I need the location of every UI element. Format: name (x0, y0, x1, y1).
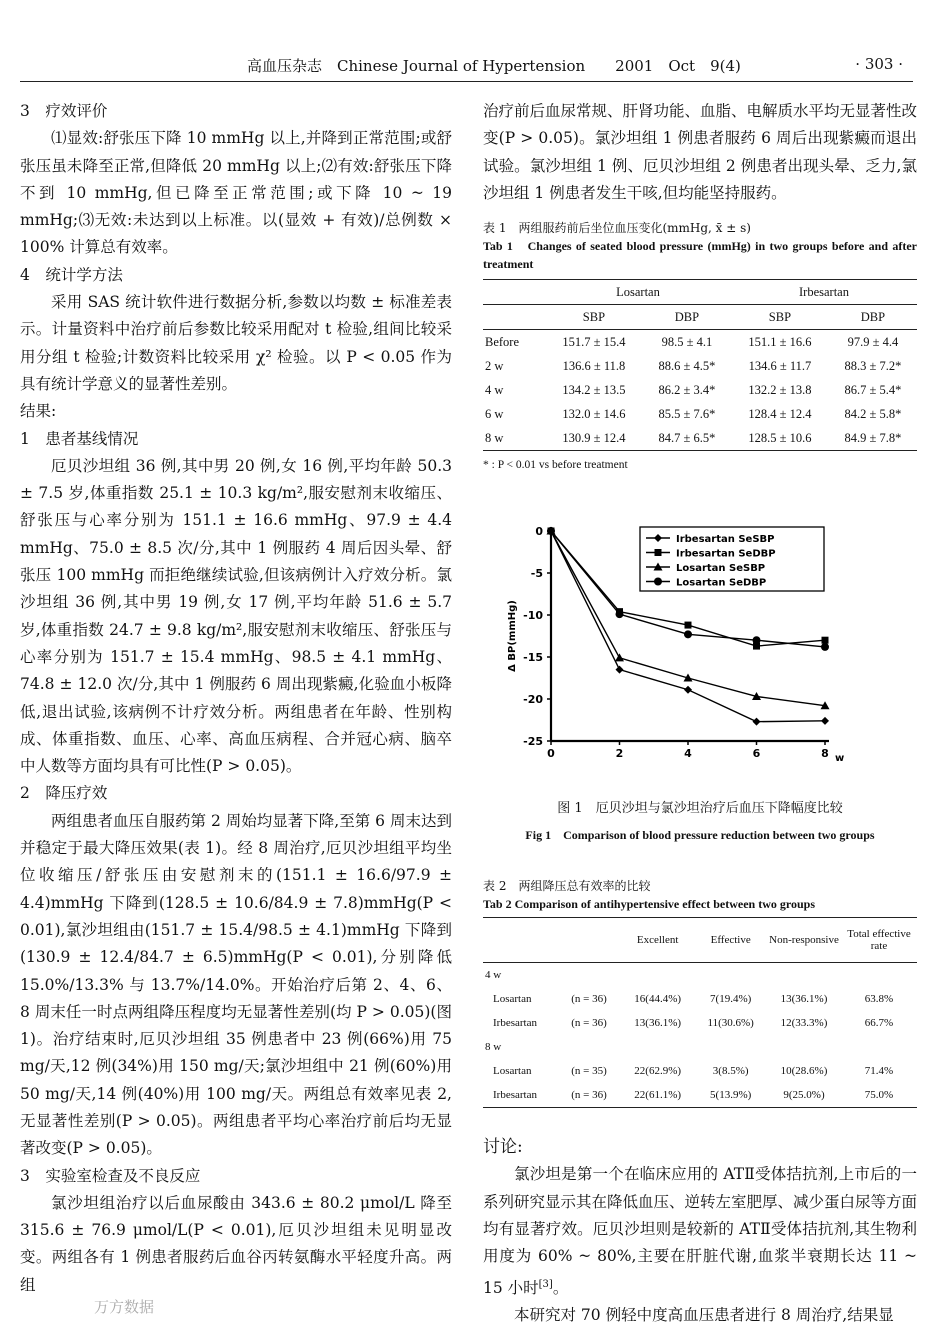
table-cell: 84.7 ± 6.5* (658, 430, 716, 445)
legend-label: Losartan SeSBP (676, 563, 766, 575)
discussion-text-end: 。 (552, 1278, 569, 1297)
table-cell: 97.9 ± 4.4 (847, 334, 899, 349)
data-point-losartan-sedbp (753, 636, 761, 644)
section-lab-title: 3 实验室检查及不良反应 (20, 1166, 201, 1185)
table-cell: 134.6 ± 11.7 (748, 358, 812, 373)
discussion-reference: [3] (538, 1278, 553, 1290)
data-point-losartan-sedbp (547, 527, 555, 535)
data-point-irbesartan-sesbp (753, 718, 761, 726)
table2-col-excellent: Excellent (621, 918, 694, 963)
table-cell: 9(25.0%) (783, 1089, 825, 1102)
x-tick-label: 0 (547, 747, 555, 761)
table-cell: 16(44.4%) (634, 993, 682, 1006)
table2-col-nonresponsive: Non-responsive (767, 918, 841, 963)
legend-label: Losartan SeDBP (676, 577, 767, 589)
table2-caption: 表 2 两组降压总有效率的比较 (483, 879, 651, 894)
data-point-irbesartan-sesbp (821, 717, 829, 725)
page-number: · 303 · (855, 55, 903, 73)
table1-col-sbp: SBP (545, 305, 643, 330)
section-bp-effect-title: 2 降压疗效 (20, 784, 108, 803)
table-row (483, 330, 917, 355)
section-statistics-title: 4 统计学方法 (20, 265, 123, 284)
table-cell: 98.5 ± 4.1 (661, 334, 713, 349)
table-cell: 132.0 ± 14.6 (562, 406, 626, 421)
table-cell: 71.4% (864, 1065, 894, 1078)
table2-caption-block (483, 877, 917, 913)
table-row (483, 378, 917, 402)
table-cell: 7(19.4%) (710, 993, 752, 1006)
table-cell: 4 w (485, 382, 504, 397)
y-tick-label: 0 (535, 525, 543, 539)
table-row (483, 426, 917, 451)
table-cell: (n = 36) (571, 1017, 607, 1030)
data-point-irbesartan-sedbp (685, 622, 692, 629)
table-row (483, 354, 917, 378)
table-row (483, 987, 917, 1011)
section-baseline-title: 1 患者基线情况 (20, 429, 139, 448)
table-cell: Irbesartan (493, 1017, 537, 1030)
data-point-irbesartan-sesbp (684, 686, 692, 694)
table1-col-dbp: DBP (643, 305, 731, 330)
legend-marker (654, 578, 662, 586)
x-tick-label: 4 (684, 747, 692, 761)
table-cell: (n = 36) (571, 1089, 607, 1102)
discussion-heading: 讨论: (483, 1137, 523, 1158)
table-cell: 134.2 ± 13.5 (562, 382, 626, 397)
watermark: 万方数据 (94, 1298, 155, 1316)
data-point-losartan-sedbp (616, 610, 624, 618)
x-tick-label: 8 (821, 747, 829, 761)
table1-col-dbp: DBP (829, 305, 917, 330)
table-cell: 151.7 ± 15.4 (562, 334, 626, 349)
table-cell: 13(36.1%) (634, 1017, 682, 1030)
table-row (483, 1083, 917, 1108)
table-cell: 3(8.5%) (712, 1065, 749, 1078)
x-axis-label: w (835, 753, 845, 765)
table-cell: Losartan (493, 1065, 532, 1078)
legend-label: Irbesartan SeSBP (676, 534, 775, 546)
figure1-chart (483, 523, 917, 783)
data-point-irbesartan-sedbp (822, 637, 829, 644)
table1-caption-en: Tab 1 Changes of seated blood pressure (mmHg) in two groups before and after treatment (483, 239, 917, 272)
figure1-caption-en: Fig 1 Comparison of blood pressure reduction between two groups (525, 828, 875, 843)
table-cell: 86.2 ± 3.4* (658, 382, 716, 397)
table1-col-sbp: SBP (731, 305, 829, 330)
table1 (483, 279, 917, 451)
table2-col-total: Total effective rate (841, 918, 917, 963)
table2-section-8w: 8 w (485, 1041, 502, 1054)
y-tick-label: -25 (523, 735, 543, 749)
discussion-text-2: 本研究对 70 例轻中度高血压患者进行 8 周治疗,结果显 (514, 1306, 894, 1325)
discussion-text (483, 1161, 917, 1302)
figure1-svg (483, 523, 917, 783)
table-cell: 88.3 ± 7.2* (844, 358, 902, 373)
table1-group-irbesartan: Irbesartan (731, 280, 917, 305)
table1-caption-block (483, 219, 917, 273)
table-cell: Before (485, 334, 520, 349)
table-cell: 85.5 ± 7.6* (658, 406, 716, 421)
table2-col-effective: Effective (694, 918, 767, 963)
y-tick-label: -5 (530, 567, 543, 581)
efficacy-criteria-text: ⑴显效:舒张压下降 10 mmHg 以上,并降到正常范围;或舒张压虽未降至正常,但降低 20 mmHg 以上;⑵有效:舒张压下降不到 10 mmHg,但已降至正常范围;或下降 10 ~ 19 mmHg;⑶无效:未达到以上标准。以(显效 + 有效)/总例数 × 100% 计算总有效率。 (20, 129, 452, 257)
table1-caption: 表 1 两组服药前后坐位血压变化(mmHg, x̄ ± s) (483, 221, 751, 236)
table-row (483, 1011, 917, 1035)
table-cell: 2 w (485, 358, 504, 373)
table-row (483, 1035, 917, 1059)
table-cell: Irbesartan (493, 1089, 537, 1102)
journal-citation: 高血压杂志 Chinese Journal of Hypertension 2001 Oct 9(4) (247, 57, 741, 75)
left-column (20, 98, 452, 1299)
table-cell: 130.9 ± 12.4 (562, 430, 626, 445)
legend-label: Irbesartan SeDBP (676, 548, 776, 560)
table-cell: 22(62.9%) (634, 1065, 682, 1078)
table-cell: 128.4 ± 12.4 (748, 406, 812, 421)
table-cell: 22(61.1%) (634, 1089, 682, 1102)
x-tick-label: 6 (752, 747, 761, 761)
table-cell: 136.6 ± 11.8 (562, 358, 626, 373)
table-cell: 128.5 ± 10.6 (748, 430, 812, 445)
table-cell: Losartan (493, 993, 532, 1006)
x-tick-label: 2 (615, 747, 624, 761)
bp-effect-text: 两组患者血压自服药第 2 周始均显著下降,至第 6 周末达到并稳定于最大降压效果(表 1)。经 8 周治疗,厄贝沙坦组平均坐位收缩压/舒张压由安慰剂末的(151.1 ± 16.6/97.9 ± 4.4)mmHg 下降到(128.5 ± 10.6/84.9 ± 7.8)mmHg(P < 0.01),氯沙坦组由(151.7 ± 15.4/98.5 ± 4.1)mmHg 下降到(130.9 ± 12.4/84.7 ± 6.5)mmHg(P < 0.01),分别降低 15.0%/13.3% 与 13.7%/14.0%。开始治疗后第 2、4、6、8 周末任一时点两组降压程度均无显著性差别(均 P > 0.05)(图 1)。治疗结束时,厄贝沙坦组 35 例患者中 23 例(66%)用 75 mg/天,12 例(34%)用 150 mg/天;氯沙坦组中 21 例(60%)用 50 mg/天,14 例(40%)用 100 mg/天。两组总有效率见表 2,无显著性差别(P > 0.05)。两组患者平均心率治疗前后均无显著改变(P > 0.05)。 (20, 811, 452, 1158)
section-efficacy-evaluation-title: 3 疗效评价 (20, 102, 108, 120)
table-cell: (n = 35) (571, 1065, 607, 1078)
table-cell: 151.1 ± 16.6 (748, 334, 812, 349)
discussion-text-body: 氯沙坦是第一个在临床应用的 ATⅡ受体拮抗剂,上市后的一系列研究显示其在降低血压、逆转左室肥厚、减少蛋白尿等方面均有显著疗效。厄贝沙坦则是较新的 ATⅡ受体拮抗剂,其生物利用度为 60% ~ 80%,主要在肝脏代谢,血浆半衰期长达 11 ~ 15 小时 (483, 1165, 918, 1297)
baseline-text: 厄贝沙坦组 36 例,其中男 20 例,女 16 例,平均年龄 50.3 ± 7.5 岁,体重指数 25.1 ± 10.3 kg/m²,服安慰剂末收缩压、舒张压与心率分别为 151.1 ± 16.6 mmHg、97.9 ± 4.4 mmHg、75.0 ± 8.5 次/分,其中 1 例服药 4 周后因头晕、舒张压 100 mmHg 而拒绝继续试验,但该病例计入疗效分析。氯沙坦组 36 例,其中男 19 例,女 17 例,平均年龄 51.6 ± 5.7 岁,体重指数 24.7 ± 9.8 kg/m²,服安慰剂末收缩压、舒张压与心率分别为 151.7 ± 15.4 mmHg、98.5 ± 4.1 mmHg、74.8 ± 12.0 次/分,其中 1 例服药 6 周出现紫癜,化验血小板降低,退出试验,该病例不计疗效分析。两组患者在年龄、性别构成、体重指数、血压、心率、高血压病程、合并冠心病、脑卒中人数等方面均具有可比性(P > 0.05)。 (20, 456, 452, 776)
table-cell: 132.2 ± 13.8 (748, 382, 812, 397)
table-cell: 5(13.9%) (710, 1089, 752, 1102)
figure1-caption: 图 1 厄贝沙坦与氯沙坦治疗后血压下降幅度比较 (557, 801, 843, 817)
table-cell: 10(28.6%) (780, 1065, 828, 1078)
table-cell: 75.0% (864, 1089, 894, 1102)
data-point-losartan-sesbp (615, 654, 624, 662)
table2 (483, 917, 917, 1108)
y-tick-label: -15 (523, 651, 543, 665)
y-tick-label: -10 (523, 609, 543, 623)
table-cell: 8 w (485, 430, 504, 445)
table-row (483, 402, 917, 426)
page-header (20, 55, 913, 82)
lab-text: 氯沙坦组治疗以后血尿酸由 343.6 ± 80.2 μmol/L 降至 315.6 ± 76.9 μmol/L(P < 0.01),厄贝沙坦组未见明显改变。两组各有 1 例患者服药后血谷丙转氨酶水平轻度升高。两组 (20, 1193, 452, 1294)
legend-marker (655, 549, 662, 556)
table1-note: * : P < 0.01 vs before treatment (483, 459, 628, 472)
table2-caption-en: Tab 2 Comparison of antihypertensive effect between two groups (483, 897, 815, 912)
continued-text: 治疗前后血尿常规、肝肾功能、血脂、电解质水平均无显著性改变(P > 0.05)。氯沙坦组 1 例患者服药 6 周后出现紫癜而退出试验。氯沙坦组 1 例、厄贝沙坦组 2 例患者出现头晕、乏力,氯沙坦组 1 例患者发生干咳,但均能坚持服药。 (483, 102, 918, 202)
table-cell: 11(30.6%) (707, 1017, 754, 1030)
table-cell: 6 w (485, 406, 504, 421)
table-cell: 86.7 ± 5.4* (844, 382, 902, 397)
table-cell: 63.8% (864, 993, 894, 1006)
table-cell: 84.9 ± 7.8* (844, 430, 902, 445)
results-heading: 结果: (20, 402, 57, 421)
y-tick-label: -20 (523, 693, 543, 707)
table-row (483, 1059, 917, 1083)
table1-group-losartan: Losartan (545, 280, 731, 305)
statistics-text: 采用 SAS 统计软件进行数据分析,参数以均数 ± 标准差表示。计量资料中治疗前后参数比较采用配对 t 检验,组间比较采用分组 t 检验;计数资料比较采用 χ² 检验。以 P < 0.05 作为具有统计学意义的显著性差别。 (20, 293, 452, 393)
y-axis-label: Δ BP(mmHg) (507, 600, 518, 673)
table-cell: 13(36.1%) (780, 993, 828, 1006)
table2-section-4w: 4 w (485, 969, 502, 982)
table-cell: 84.2 ± 5.8* (844, 406, 902, 421)
data-point-irbesartan-sesbp (616, 666, 624, 674)
right-column (483, 98, 917, 1329)
data-point-losartan-sedbp (684, 631, 692, 639)
table-cell: (n = 36) (571, 993, 607, 1006)
table-cell: 66.7% (864, 1017, 894, 1030)
table-row (483, 963, 917, 988)
table-cell: 88.6 ± 4.5* (658, 358, 716, 373)
table-cell: 12(33.3%) (780, 1017, 828, 1030)
data-point-losartan-sedbp (821, 643, 829, 651)
